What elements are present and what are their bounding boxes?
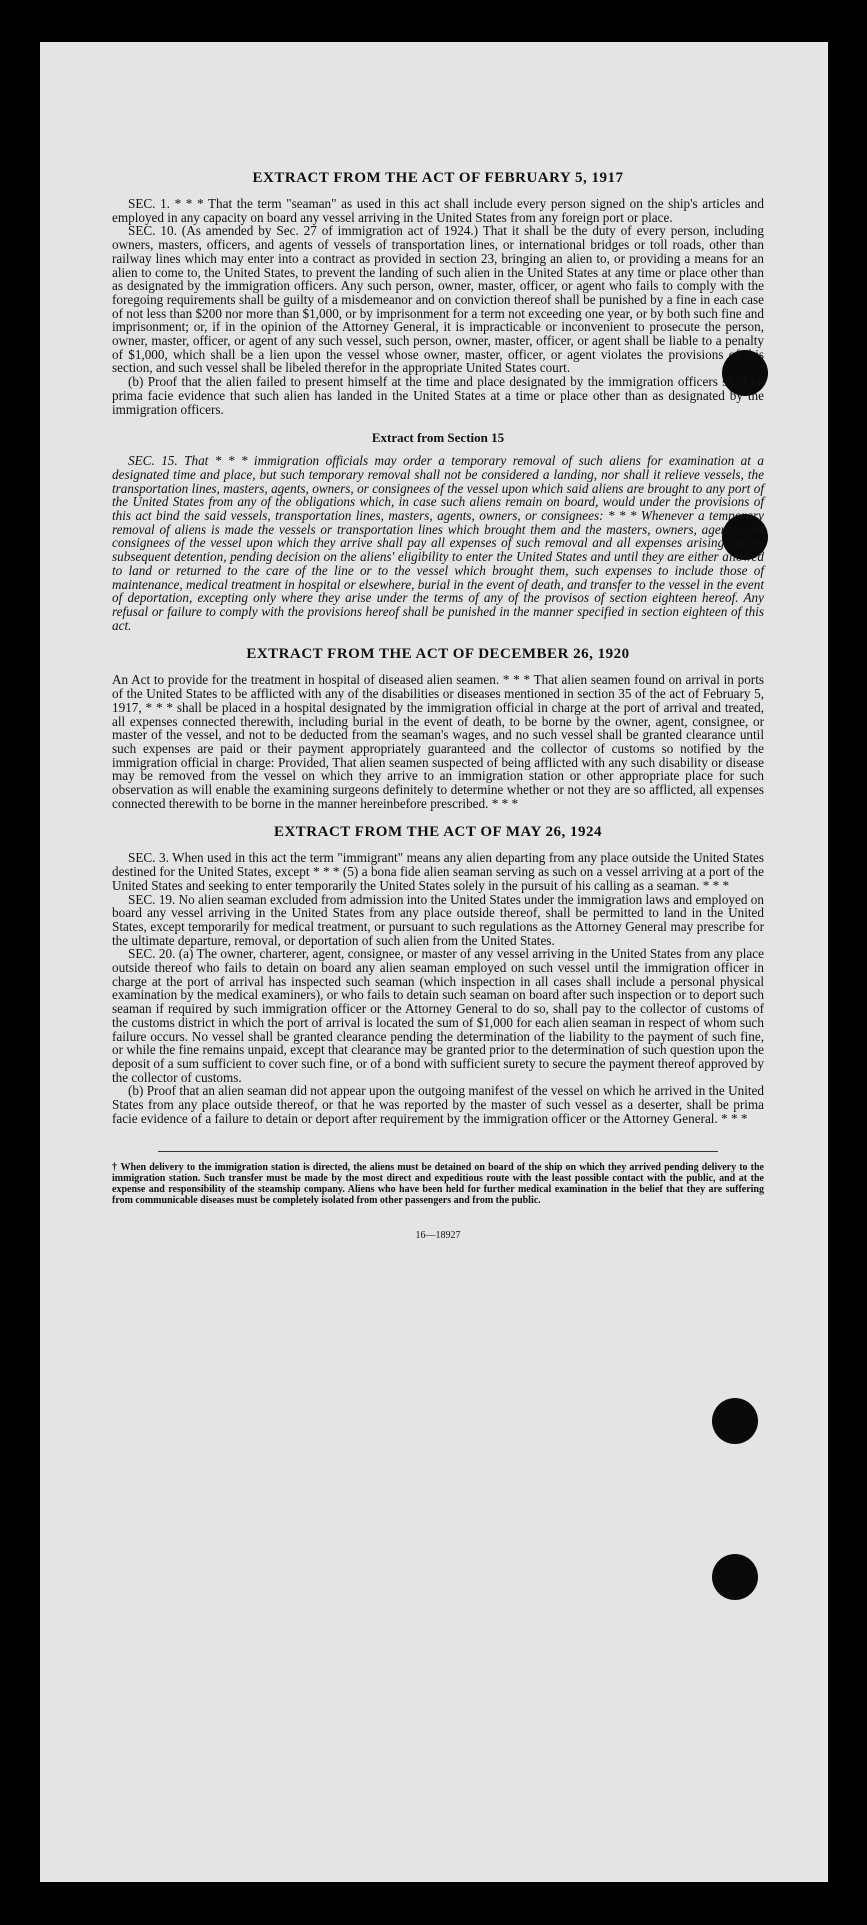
section-act-dec-1920 <box>112 646 764 810</box>
document-page <box>40 42 828 1882</box>
section-heading: EXTRACT FROM THE ACT OF FEBRUARY 5, 1917 <box>252 170 624 186</box>
section-heading: EXTRACT FROM THE ACT OF DECEMBER 26, 1920 <box>246 646 630 663</box>
paragraph: SEC. 19. No alien seaman excluded from admission into the United States under the immigration laws and employed on board any vessel arriving in the United States from any place outside thereof, shall be permitted to land in the United States, except temporarily for medical treatment, or pursuant to such regulations as the Attorney General may prescribe for the ultimate departure, removal, or deportation of such alien from the United States. <box>112 891 764 948</box>
document-body <box>112 170 764 1241</box>
paragraph: (b) Proof that an alien seaman did not appear upon the outgoing manifest of the vessel on which he arrived in the United States from any place outside thereof, or that he was reported by the master of such vessel as a deserter, shall be prima facie evidence of a failure to detain or deport after requirement by the immigration officer or the Attorney General. * * * <box>112 1083 764 1126</box>
section-extract-15 <box>112 430 764 632</box>
paragraph: (b) Proof that the alien failed to present himself at the time and place designated by the immigration officers shall be prima facie evidence that such alien has landed in the United States at a time or place other than as designated by the immigration officers. <box>112 374 764 417</box>
punch-hole <box>712 1554 758 1600</box>
section-act-may-1924 <box>112 824 764 1125</box>
footnote-divider <box>158 1151 718 1152</box>
form-number: 16—18927 <box>415 1230 461 1242</box>
section-heading: EXTRACT FROM THE ACT OF MAY 26, 1924 <box>273 824 603 841</box>
section-heading: Extract from Section 15 <box>371 430 505 446</box>
section-act-feb-1917 <box>112 170 764 416</box>
paragraph: SEC. 10. (As amended by Sec. 27 of immigration act of 1924.) That it shall be the duty of every person, including owners, masters, officers, and agents of vessels of transportation lines, or international bridges or toll roads, other than railway lines which may enter into a contract as provided in section 23, bringing an alien to, or providing a means for an alien to come to, the United States, to prevent the landing of such alien in the United States at any time or place other than as designated by the immigration officers. Any such person, owner, master, officer, or agent who fails to comply with the foregoing requirements shall be guilty of a misdemeanor and on conviction thereof shall be punished by a fine in each case of not less than $200 nor more than $1,000, or by imprisonment for a term not exceeding one year, or by both such fine and imprisonment; or, if in the opinion of the Attorney General, it is impracticable or inconvenient to prosecute the person, owner, master, officer, or agent of any such vessel, such person, owner, master, officer, or agent shall be liable to a penalty of $1,000, which shall be a lien upon the vessel whose owner, master, officer, or agent violates the provisions of this section, and such vessel shall be libeled therefor in the appropriate United States court. <box>112 223 764 376</box>
punch-hole <box>712 1398 758 1444</box>
paragraph: SEC. 15. That * * * immigration officials may order a temporary removal of such aliens for examination at a designated time and place, but such temporary removal shall not be considered a landing, nor shall it relieve vessels, the transportation lines, masters, agents, owners, or consignees of the vessel upon which said aliens are brought to any port of the United States from any of the obligations which, in case such aliens remain on board, would under the provisions of this act bind the said vessels, transportation lines, masters, agents, owners, or consignees: * * * Whenever a temporary removal of aliens is made the vessels or transportation lines which brought them and the masters, owners, agents, and consignees of the vessel upon which they arrive shall pay all expenses of such removal and all expenses arising during subsequent detention, pending decision on the aliens' eligibility to enter the United States and until they are either allowed to land or returned to the care of the line or to the vessel which brought them, such expenses to include those of maintenance, medical treatment in hospital or elsewhere, burial in the event of death, and transfer to the vessel in the event of deportation, excepting only where they arise under the terms of any of the provisos of section eighteen hereof. Any refusal or failure to comply with the provisions hereof shall be punished in the manner specified in section eighteen of this act. <box>112 453 764 633</box>
paragraph: An Act to provide for the treatment in hospital of diseased alien seamen. * * * That alien seamen found on arrival in ports of the United States to be afflicted with any of the disabilities or diseases mentioned in section 35 of the act of February 5, 1917, * * * shall be placed in a hospital designated by the immigration official in charge at the port of arrival and treated, all expenses connected therewith, including burial in the event of death, to be borne by the owner, agent, consignee, or master of the vessel, and not to be deducted from the seaman's wages, and no such vessel shall be granted clearance until such expenses are paid or their payment appropriately guaranteed and the collector of customs so notified by the immigration official in charge: Provided, That alien seamen suspected of being afflicted with any such disability or disease may be removed from the vessel on which they arrive to an immigration station or other appropriate place for such observation as will enable the examining surgeons definitely to determine whether or not they are so afflicted, all expenses connected therewith to be borne in the manner hereinbefore prescribed. * * * <box>112 672 764 811</box>
footnote: † When delivery to the immigration station is directed, the aliens must be detained on board of the ship on which they arrived pending delivery to the immigration station. Such transfer must be made by the most direct and expeditious route with the least possible contact with the public, and at the expense and responsibility of the steamship company. Aliens who have been held for further medical examination in the belief that they are suffering from communicable diseases must be completely isolated from other passengers and from the public. <box>112 1162 764 1207</box>
paragraph: SEC. 20. (a) The owner, charterer, agent, consignee, or master of any vessel arriving in the United States from any place outside thereof who fails to detain on board any alien seaman employed on such vessel until the immigration officer in charge at the port of arrival has inspected such seaman (which inspection in all cases shall include a personal physical examination by the medical examiners), or who fails to detain such seaman on board after such inspection or to deport such seaman if required by such immigration officer or the Attorney General to do so, shall pay to the collector of customs of the customs district in which the port of arrival is located the sum of $1,000 for each alien seaman in respect of whom such failure occurs. No vessel shall be granted clearance pending the determination of the liability to the payment of such fine, or while the fine remains unpaid, except that clearance may be granted prior to the determination of such question upon the deposit of a sum sufficient to cover such fine, or of a bond with sufficient surety to secure the payment thereof approved by the collector of customs. <box>112 946 764 1085</box>
paragraph: SEC. 1. * * * That the term "seaman" as used in this act shall include every person signed on the ship's articles and employed in any capacity on board any vessel arriving in the United States from any foreign port or place. <box>112 196 764 225</box>
paragraph: SEC. 3. When used in this act the term "immigrant" means any alien departing from any place outside the United States destined for the United States, except * * * (5) a bona fide alien seaman serving as such on a vessel arriving at a port of the United States and seeking to enter temporarily the United States solely in the pursuit of his calling as a seaman. * * * <box>112 850 764 893</box>
